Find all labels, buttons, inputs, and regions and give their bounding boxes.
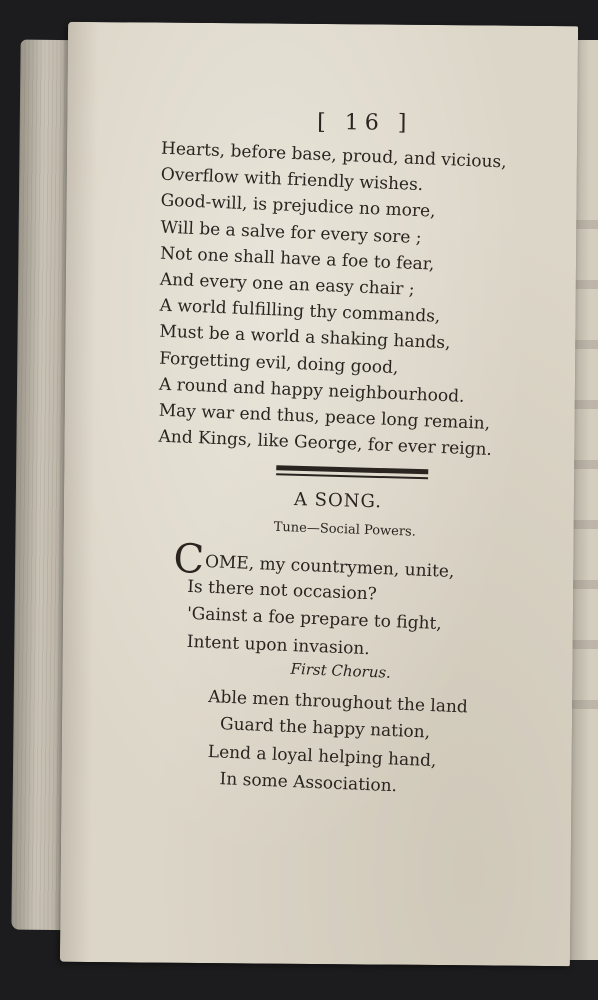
bleed-through-mark: [572, 340, 598, 349]
first-line-text: OME, my countrymen, unite,: [204, 552, 455, 583]
poem-stanza: [158, 138, 507, 461]
song-title: A SONG.: [293, 489, 383, 513]
chorus-line: Lend a loyal helping hand,: [207, 741, 437, 771]
chorus-line: In some Association.: [219, 769, 398, 797]
song-tune: Tune—Social Powers.: [273, 519, 417, 540]
chorus-line: Guard the happy nation,: [219, 714, 431, 743]
bleed-through-mark: [572, 520, 598, 529]
bleed-through-mark: [572, 280, 598, 289]
poem-line: May war end thus, peace long remain,: [158, 400, 491, 434]
poem-line: Good-will, is prejudice no more,: [160, 190, 436, 223]
poem-line: Hearts, before base, proud, and vicious,: [160, 138, 507, 173]
page-text: [60, 22, 578, 966]
bleed-through-mark: [572, 580, 598, 589]
song-line: 'Gainst a foe prepare to fight,: [186, 603, 443, 635]
chorus-heading: First Chorus.: [290, 659, 392, 682]
song-line: Is there not occasion?: [186, 576, 378, 604]
drop-capital: C: [172, 535, 206, 583]
poem-line: Will be a salve for every sore ;: [160, 217, 422, 248]
song-verse: [171, 535, 469, 799]
bleed-through-mark: [572, 700, 598, 709]
poem-line: Overflow with friendly wishes.: [160, 164, 424, 196]
section-divider-rule: [276, 465, 428, 480]
poem-line: A world fulfilling thy commands,: [159, 295, 441, 327]
poem-line: Forgetting evil, doing good,: [158, 348, 399, 378]
chorus-line: Able men throughout the land: [207, 686, 469, 717]
song-line: Intent upon invasion.: [186, 631, 371, 659]
book-page: [60, 22, 578, 966]
poem-line: And Kings, like George, for ever reign.: [158, 426, 493, 461]
bleed-through-mark: [572, 640, 598, 649]
bleed-through-mark: [572, 400, 598, 409]
poem-line: And every one an easy chair ;: [159, 269, 415, 300]
poem-line: A round and happy neighbourhood.: [158, 374, 465, 407]
bleed-through-mark: [572, 460, 598, 469]
divider-thin-line: [276, 473, 428, 479]
page-number: [ 16 ]: [317, 109, 413, 136]
poem-line: Not one shall have a foe to fear,: [159, 243, 435, 275]
poem-line: Must be a world a shaking hands,: [159, 321, 451, 354]
